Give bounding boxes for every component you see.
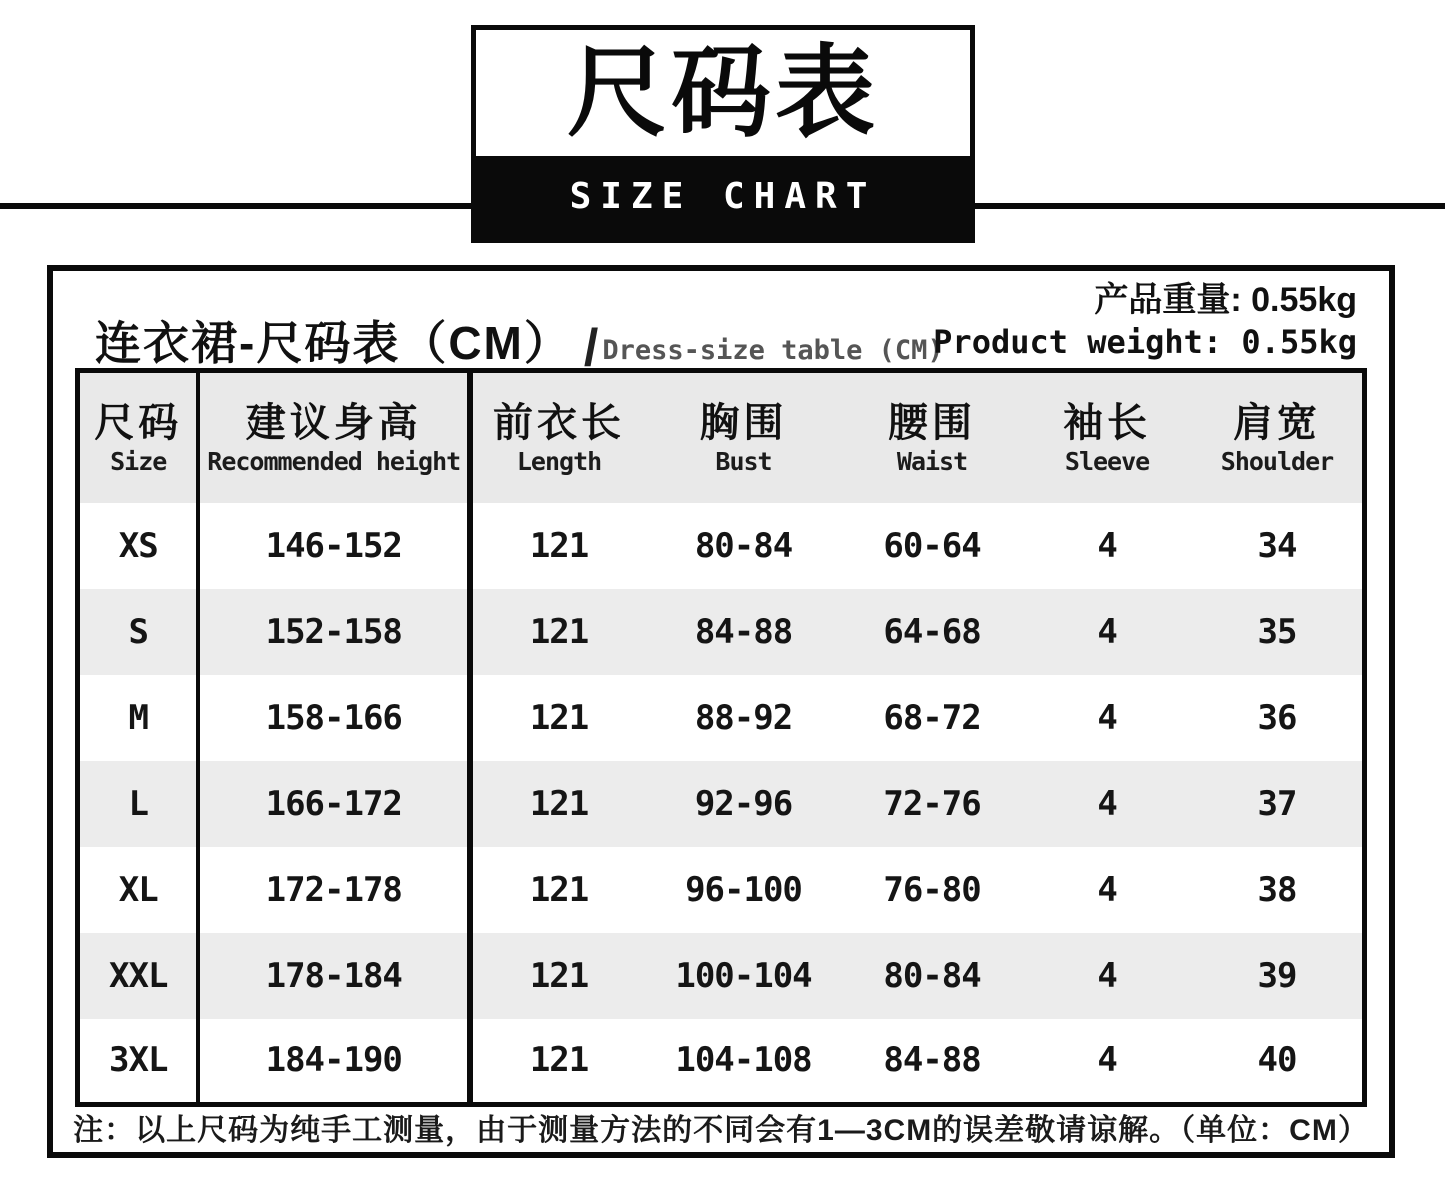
column-header-waist — [842, 371, 1022, 503]
cell-sleeve: 4 — [1097, 783, 1117, 824]
column-header-bust — [645, 371, 842, 503]
table-title-cn: 连衣裙-尺码表（CM） — [95, 317, 572, 369]
cell-waist: 76-80 — [883, 869, 981, 910]
banner-title-en: SIZE CHART — [476, 156, 970, 238]
column-header-cn: 腰围 — [888, 401, 977, 445]
size-chart-panel — [47, 265, 1395, 1158]
cell-length: 121 — [529, 955, 589, 996]
table-row-xl — [78, 847, 1365, 933]
column-header-cn: 肩宽 — [1233, 401, 1321, 445]
cell-recommended-height: 146-152 — [198, 503, 470, 589]
column-header-cn: 前衣长 — [493, 401, 626, 445]
column-header-en: Size — [110, 447, 167, 476]
cell-recommended-height: 158-166 — [198, 675, 470, 761]
column-header-size — [78, 371, 199, 503]
cell-sleeve: 4 — [1097, 869, 1117, 910]
cell-length: 121 — [529, 611, 589, 652]
column-header-cn: 袖长 — [1063, 401, 1152, 445]
column-header-en: Sleeve — [1064, 447, 1150, 476]
column-header-en: Bust — [715, 447, 772, 476]
column-header-sleeve — [1022, 371, 1192, 503]
table-row-m — [78, 675, 1365, 761]
measurement-note: 注：以上尺码为纯手工测量，由于测量方法的不同会有1—3CM的误差敬请谅解。（单位：CM） — [73, 1114, 1369, 1147]
title-banner — [471, 25, 975, 243]
product-weight — [933, 279, 1357, 362]
table-header-row — [78, 371, 1365, 503]
cell-bust: 92-96 — [694, 783, 793, 824]
cell-waist: 80-84 — [883, 955, 981, 996]
table-row-xxl — [78, 933, 1365, 1019]
table-title-en: Dress-size table (CM) — [602, 335, 944, 366]
column-header-cn: 建议身高 — [245, 401, 422, 445]
cell-recommended-height: 184-190 — [198, 1019, 470, 1105]
cell-shoulder: 35 — [1257, 611, 1297, 652]
cell-shoulder: 36 — [1257, 697, 1297, 738]
cell-shoulder: 40 — [1257, 1040, 1297, 1081]
cell-bust: 84-88 — [694, 611, 793, 652]
cell-size: XS — [78, 503, 199, 589]
cell-length: 121 — [529, 525, 589, 566]
cell-sleeve: 4 — [1097, 1040, 1117, 1081]
cell-recommended-height: 166-172 — [198, 761, 470, 847]
cell-bust: 100-104 — [675, 955, 812, 996]
column-header-cn: 尺码 — [94, 401, 183, 445]
column-header-en: Recommended height — [207, 447, 461, 476]
cell-waist: 60-64 — [883, 525, 981, 566]
table-row-xs — [78, 503, 1365, 589]
cell-bust: 80-84 — [694, 525, 793, 566]
product-weight-cn: 产品重量: 0.55kg — [1094, 281, 1357, 319]
cell-shoulder: 39 — [1257, 955, 1297, 996]
cell-waist: 84-88 — [883, 1040, 981, 1081]
column-header-recommended-height — [198, 371, 470, 503]
cell-recommended-height: 172-178 — [198, 847, 470, 933]
cell-length: 121 — [529, 1040, 589, 1081]
cell-length: 121 — [529, 783, 589, 824]
cell-waist: 68-72 — [883, 697, 981, 738]
cell-sleeve: 4 — [1097, 525, 1117, 566]
cell-length: 121 — [529, 869, 589, 910]
cell-bust: 104-108 — [675, 1040, 812, 1081]
cell-size: XL — [78, 847, 199, 933]
column-header-en: Waist — [896, 447, 968, 476]
cell-length: 121 — [529, 697, 589, 738]
cell-shoulder: 34 — [1257, 525, 1297, 566]
column-header-en: Shoulder — [1220, 447, 1334, 476]
banner-title-cn: 尺码表 — [567, 34, 879, 151]
cell-bust: 96-100 — [685, 869, 802, 910]
cell-size: M — [78, 675, 199, 761]
cell-recommended-height: 152-158 — [198, 589, 470, 675]
product-weight-en: Product weight: 0.55kg — [933, 322, 1357, 361]
title-slash-divider: / — [583, 319, 599, 377]
column-header-length — [470, 371, 645, 503]
cell-size: S — [78, 589, 199, 675]
column-header-cn: 胸围 — [699, 401, 788, 445]
column-header-en: Length — [516, 447, 602, 476]
cell-size: L — [78, 761, 199, 847]
cell-bust: 88-92 — [694, 697, 793, 738]
cell-sleeve: 4 — [1097, 955, 1117, 996]
table-row-s — [78, 589, 1365, 675]
column-header-shoulder — [1192, 371, 1365, 503]
cell-size: 3XL — [78, 1019, 199, 1105]
cell-waist: 72-76 — [883, 783, 981, 824]
table-row-3xl — [78, 1019, 1365, 1105]
cell-shoulder: 37 — [1257, 783, 1297, 824]
cell-shoulder: 38 — [1257, 869, 1297, 910]
cell-recommended-height: 178-184 — [198, 933, 470, 1019]
cell-waist: 64-68 — [883, 611, 981, 652]
table-row-l — [78, 761, 1365, 847]
cell-sleeve: 4 — [1097, 611, 1117, 652]
cell-sleeve: 4 — [1097, 697, 1117, 738]
size-table — [75, 368, 1367, 1107]
cell-size: XXL — [78, 933, 199, 1019]
